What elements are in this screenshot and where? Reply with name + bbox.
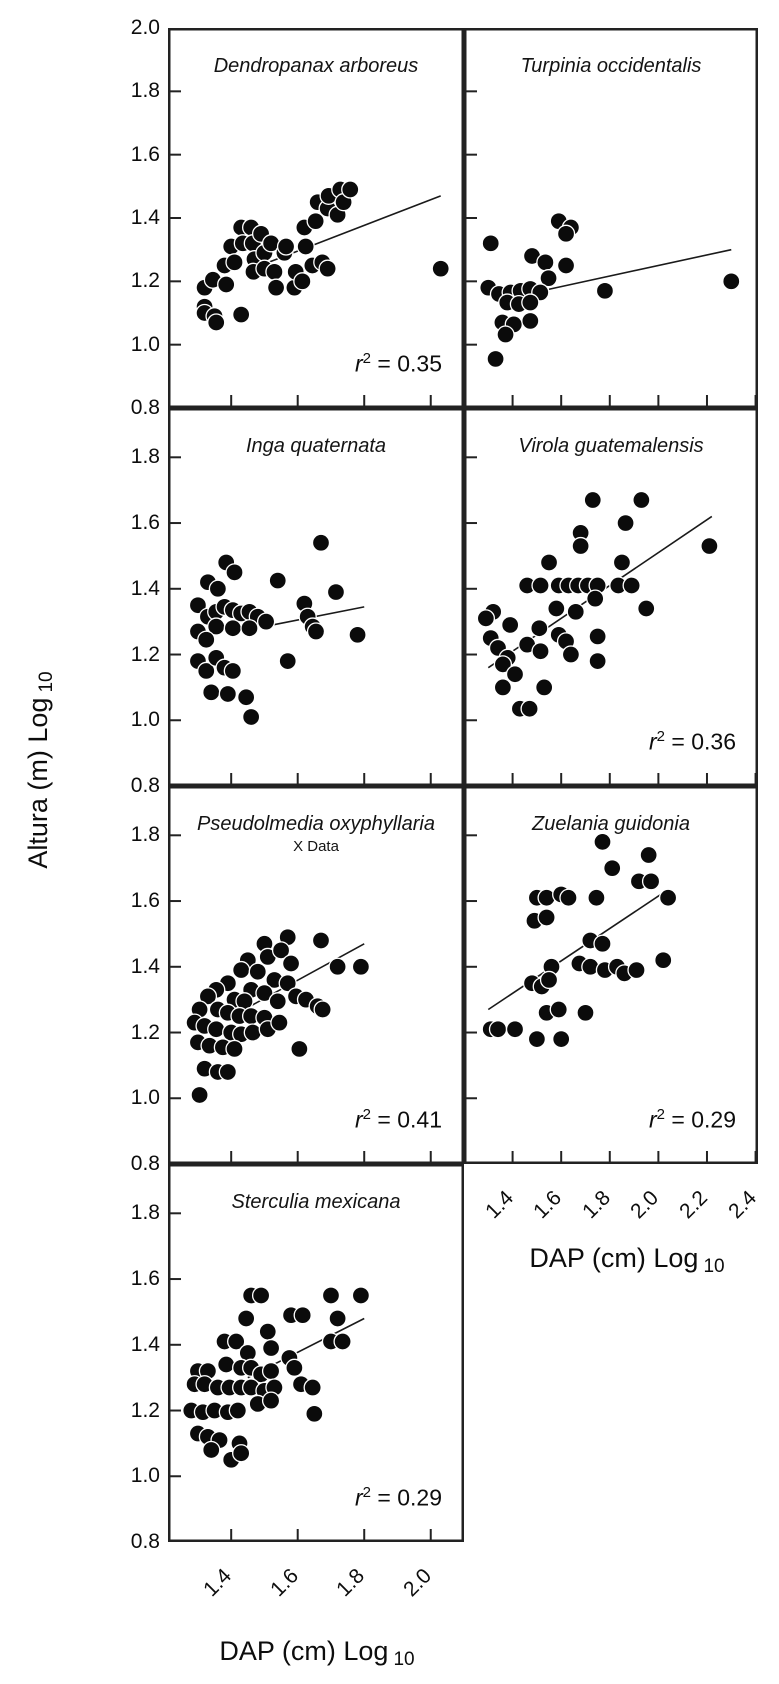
data-point xyxy=(263,1340,280,1357)
x-axis-title-right-subscript: 10 xyxy=(703,1256,725,1278)
data-point xyxy=(203,1441,220,1458)
data-point xyxy=(532,643,549,660)
x-tick-label: 2.2 xyxy=(675,1186,713,1224)
regression-line xyxy=(549,250,731,290)
x-axis-title-left-subscript: 10 xyxy=(393,1649,415,1671)
panel-title-turpinia: Turpinia occidentalis xyxy=(520,55,702,77)
data-point xyxy=(522,294,539,311)
data-point xyxy=(269,993,286,1010)
data-point xyxy=(550,1001,567,1018)
y-tick-label: 2.0 xyxy=(130,16,160,39)
panel-title-pseudolmedia: Pseudolmedia oxyphyllaria xyxy=(197,813,435,835)
data-point xyxy=(522,312,539,329)
x-axis-title-left xyxy=(162,1636,472,1671)
x-axis-title-left-text: DAP (cm) Log xyxy=(219,1636,389,1666)
data-point xyxy=(587,590,604,607)
data-point xyxy=(304,1379,321,1396)
data-point xyxy=(329,958,346,975)
panel-dendropanax xyxy=(168,28,464,408)
y-tick-label: 1.2 xyxy=(130,1020,160,1044)
data-point xyxy=(203,684,220,701)
data-point xyxy=(278,238,295,255)
data-point xyxy=(589,653,606,670)
data-point xyxy=(532,577,549,594)
data-point xyxy=(279,653,296,670)
data-point xyxy=(322,1287,339,1304)
scatter-plot-inga xyxy=(168,408,464,786)
data-point xyxy=(258,613,275,630)
data-point xyxy=(490,1021,507,1038)
data-point xyxy=(352,1287,369,1304)
data-point xyxy=(548,600,565,617)
y-tick-label: 1.8 xyxy=(130,445,160,469)
r-squared-label: $r^2 = 0.29$ xyxy=(355,1484,442,1511)
data-point xyxy=(226,254,243,271)
y-tick-label: 1.0 xyxy=(130,332,160,356)
data-point xyxy=(577,1004,594,1021)
data-point xyxy=(208,1021,225,1038)
data-point xyxy=(628,962,645,979)
data-point xyxy=(308,623,325,640)
x-tick-label: 1.4 xyxy=(480,1186,518,1224)
data-point xyxy=(588,889,605,906)
data-point xyxy=(233,962,250,979)
data-point xyxy=(482,235,499,252)
r-squared-label: $r^2 = 0.41$ xyxy=(355,1106,442,1133)
data-point xyxy=(352,958,369,975)
data-point xyxy=(589,628,606,645)
r-squared-label: $r^2 = 0.35$ xyxy=(355,350,442,377)
data-point xyxy=(312,932,329,949)
y-tick-label: 1.0 xyxy=(130,1086,160,1110)
panel-zuelania xyxy=(464,786,758,1164)
regression-line xyxy=(488,894,661,1009)
data-point xyxy=(208,314,225,331)
data-point xyxy=(306,1405,323,1422)
data-point xyxy=(334,1333,351,1350)
data-point xyxy=(233,306,250,323)
data-point xyxy=(238,689,255,706)
data-point xyxy=(249,963,266,980)
y-tick-label: 1.6 xyxy=(130,511,160,535)
data-point xyxy=(259,1323,276,1340)
panel-title-sterculia: Sterculia mexicana xyxy=(231,1191,401,1213)
y-tick-label: 0.8 xyxy=(130,1530,160,1553)
data-point xyxy=(294,273,311,290)
data-point xyxy=(572,538,589,555)
y-axis-title-subscript: 10 xyxy=(36,671,58,693)
data-point xyxy=(560,889,577,906)
y-tick-label: 0.8 xyxy=(130,396,160,419)
panel-title-dendropanax: Dendropanax arboreus xyxy=(213,55,419,77)
data-point xyxy=(198,631,215,648)
data-point xyxy=(294,1307,311,1324)
x-tick-label: 2.4 xyxy=(723,1186,761,1224)
x-tick-label: 2.0 xyxy=(626,1186,664,1224)
data-point xyxy=(209,580,226,597)
data-point xyxy=(329,1310,346,1327)
data-point xyxy=(271,1014,288,1031)
x-tick-label: 1.6 xyxy=(529,1186,567,1224)
data-point xyxy=(541,971,558,988)
y-axis-title-text: Altura (m) Log xyxy=(23,697,53,869)
data-point xyxy=(487,350,504,367)
y-tick-label: 0.8 xyxy=(130,1152,160,1175)
y-tick-label: 1.2 xyxy=(130,1398,160,1422)
data-point xyxy=(238,1310,255,1327)
panel-inga xyxy=(168,408,464,786)
panel-sterculia xyxy=(168,1164,464,1542)
y-tick-label: 1.4 xyxy=(130,1332,160,1356)
y-tick-label: 1.6 xyxy=(130,142,160,166)
y-tick-label: 1.6 xyxy=(130,1267,160,1291)
panel-title-virola: Virola guatemalensis xyxy=(518,435,704,457)
y-tick-label: 0.8 xyxy=(130,774,160,797)
panel-border xyxy=(465,29,757,407)
data-point xyxy=(528,1031,545,1048)
data-point xyxy=(283,955,300,972)
y-tick-label: 1.4 xyxy=(130,954,160,978)
data-point xyxy=(233,1445,250,1462)
data-point xyxy=(219,1063,236,1080)
data-point xyxy=(191,1086,208,1103)
data-point xyxy=(640,847,657,864)
data-point xyxy=(655,952,672,969)
x-axis-title-right-text: DAP (cm) Log xyxy=(529,1243,699,1273)
scatter-plot-turpinia xyxy=(464,28,758,408)
y-axis-title xyxy=(18,550,58,990)
data-point xyxy=(263,1392,280,1409)
data-point xyxy=(502,616,519,633)
data-point xyxy=(312,534,329,551)
data-point xyxy=(229,1402,246,1419)
y-tick-label: 1.8 xyxy=(130,1201,160,1225)
data-point xyxy=(497,326,514,343)
data-point xyxy=(263,1363,280,1380)
data-point xyxy=(541,554,558,571)
data-point xyxy=(521,700,538,717)
data-point xyxy=(531,620,548,637)
x-tick-label: 1.8 xyxy=(332,1564,370,1602)
data-point xyxy=(266,263,283,280)
y-tick-label: 1.4 xyxy=(130,206,160,229)
r-squared-label: $r^2 = 0.29$ xyxy=(649,1106,736,1133)
data-point xyxy=(342,181,359,198)
data-point xyxy=(297,238,314,255)
data-point xyxy=(723,273,740,290)
y-tick-label: 1.6 xyxy=(130,889,160,913)
data-point xyxy=(701,538,718,555)
data-point xyxy=(319,260,336,277)
data-point xyxy=(613,554,630,571)
panel-subtitle: X Data xyxy=(293,838,339,855)
y-tick-label: 1.4 xyxy=(130,576,160,600)
panel-virola xyxy=(464,408,758,786)
x-tick-label: 1.6 xyxy=(265,1564,303,1602)
data-point xyxy=(623,577,640,594)
data-point xyxy=(327,584,344,601)
data-point xyxy=(553,1031,570,1048)
data-point xyxy=(226,1040,243,1057)
panel-title-zuelania: Zuelania guidonia xyxy=(532,813,690,835)
data-point xyxy=(268,279,285,296)
data-point xyxy=(244,1024,261,1041)
data-point xyxy=(562,646,579,663)
data-point xyxy=(604,860,621,877)
y-tick-label: 1.0 xyxy=(130,708,160,732)
data-point xyxy=(617,515,634,532)
data-point xyxy=(349,626,366,643)
data-point xyxy=(477,610,494,627)
panel-pseudolmedia xyxy=(168,786,464,1164)
data-point xyxy=(241,620,258,637)
y-tick-label: 1.8 xyxy=(130,823,160,847)
data-point xyxy=(291,1040,308,1057)
y-tick-label: 1.0 xyxy=(130,1464,160,1488)
y-tick-label: 1.2 xyxy=(130,642,160,666)
data-point xyxy=(638,600,655,617)
data-point xyxy=(660,889,677,906)
data-point xyxy=(314,1001,331,1018)
panel-title-inga: Inga quaternata xyxy=(245,435,387,457)
data-point xyxy=(584,492,601,509)
y-tick-label: 1.2 xyxy=(130,269,160,293)
data-point xyxy=(243,708,260,725)
panel-border xyxy=(169,409,463,785)
data-point xyxy=(269,572,286,589)
x-tick-label: 2.0 xyxy=(398,1564,436,1602)
data-point xyxy=(507,666,524,683)
r-squared-label: $r^2 = 0.36$ xyxy=(649,728,736,755)
data-point xyxy=(596,282,613,299)
data-point xyxy=(507,1021,524,1038)
data-point xyxy=(286,1359,303,1376)
panel-turpinia xyxy=(464,28,758,408)
data-point xyxy=(538,909,555,926)
data-point xyxy=(226,564,243,581)
data-point xyxy=(219,685,236,702)
data-point xyxy=(537,254,554,271)
data-point xyxy=(218,276,235,293)
data-point xyxy=(567,603,584,620)
data-point xyxy=(594,935,611,952)
x-axis-title-right xyxy=(472,1243,779,1278)
data-point xyxy=(558,257,575,274)
data-point xyxy=(224,662,241,679)
x-tick-label: 1.4 xyxy=(199,1564,237,1602)
data-point xyxy=(494,679,511,696)
data-point xyxy=(633,492,650,509)
data-point xyxy=(432,260,449,277)
data-point xyxy=(536,679,553,696)
data-point xyxy=(224,620,241,637)
data-point xyxy=(253,1287,270,1304)
data-point xyxy=(558,225,575,242)
data-point xyxy=(643,873,660,890)
data-point xyxy=(218,1356,235,1373)
x-tick-label: 1.8 xyxy=(577,1186,615,1224)
y-tick-label: 1.8 xyxy=(130,79,160,103)
